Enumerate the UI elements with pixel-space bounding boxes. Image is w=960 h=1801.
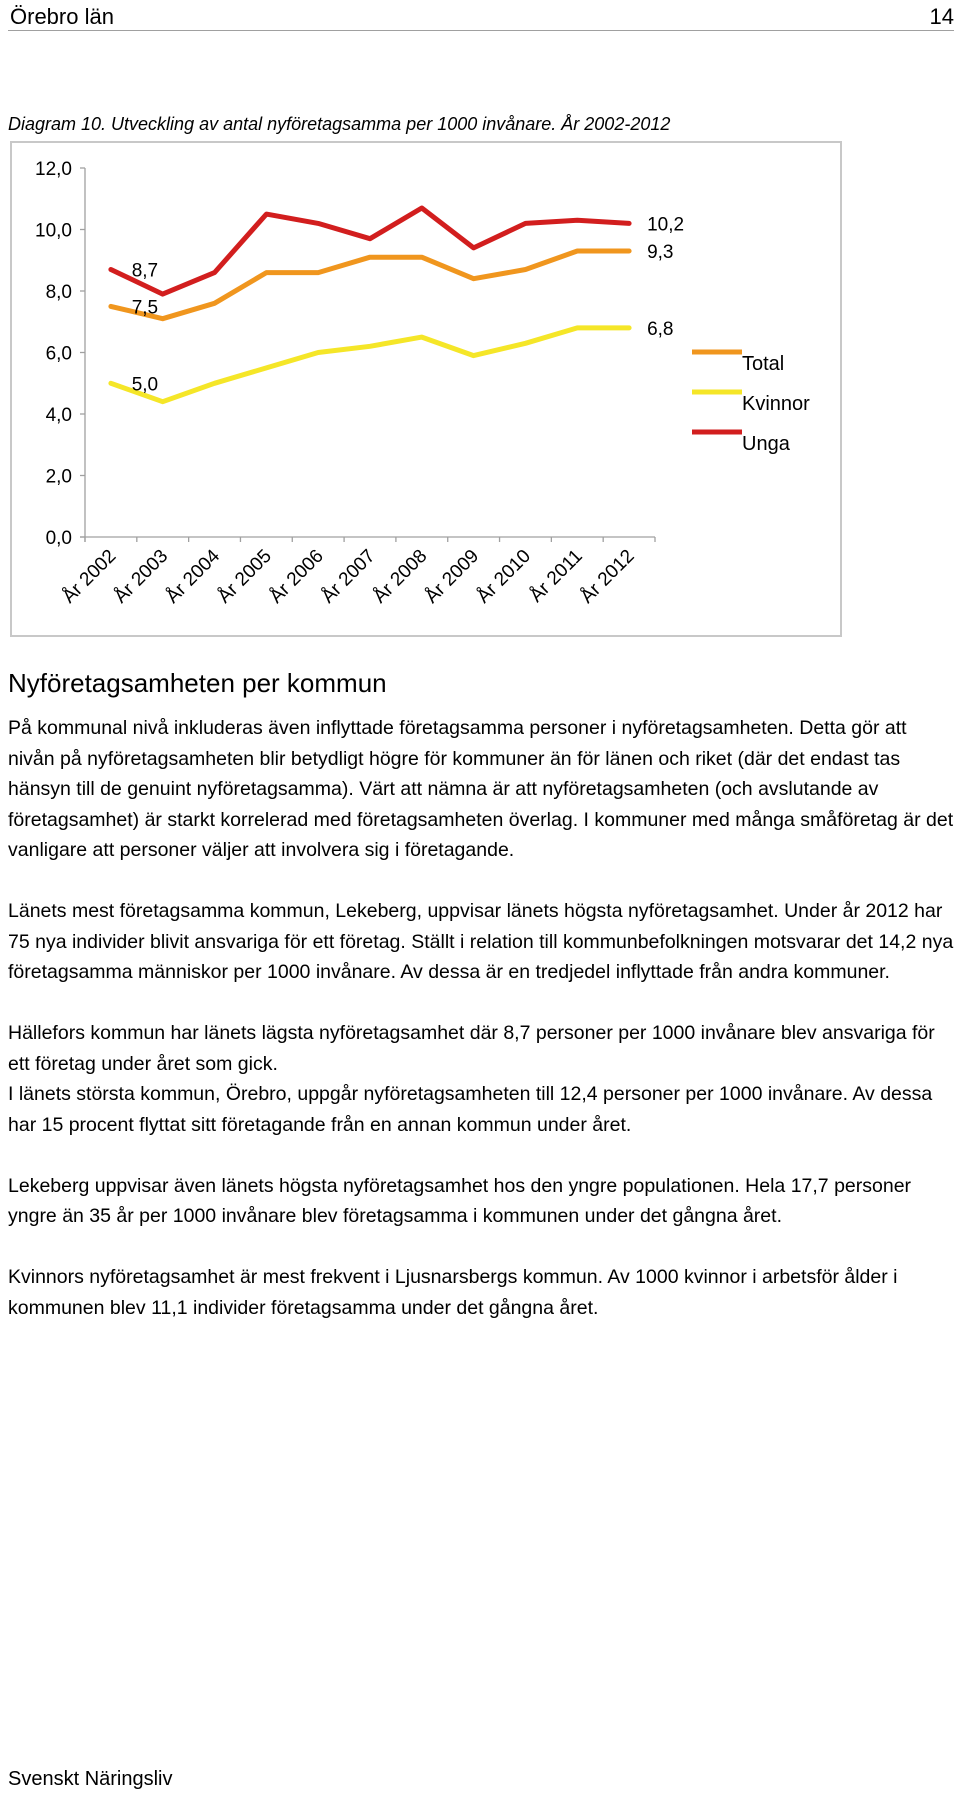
chart-caption: Diagram 10. Utveckling av antal nyföretagsamma per 1000 invånare. År 2002-2012 [8,114,671,134]
x-tick-label: År 2010 [473,545,535,608]
y-tick-label: 10,0 [35,220,72,242]
x-tick-label: År 2006 [265,545,328,608]
x-tick-label: År 2007 [317,545,380,608]
legend-label-kvinnor: Kvinnor [742,393,810,415]
y-tick-label: 12,0 [35,159,72,180]
x-tick-label: År 2005 [213,545,276,608]
y-tick-label: 4,0 [45,405,72,426]
paragraph: På kommunal nivå inkluderas även inflyttade företagsamma personer i nyföretagsamheten. Detta gör att nivån på nyföretagsamheten blir betydligt högre för kommuner än för länen och riket (där det endast tas hänsyn till de genuint nyföretagsamma). Värt att nämna är att nyföretagsamheten (och avslutande av företagsamhet) är starkt korrelerad med företagsamheten överlag. I kommuner med många småföretag är det vanligare att personer väljer att involvera sig i företagande. [8,717,954,861]
x-tick-label: År 2003 [110,545,173,608]
paragraph: I länets största kommun, Örebro, uppgår nyföretagsamheten till 12,4 personer per 1000 invånare. Av dessa har 15 procent flyttat sitt företagande från en annan kommun under året. [8,1083,933,1136]
y-tick-label: 2,0 [45,466,72,488]
page-header [8,0,954,31]
body-text [8,713,954,1354]
series-line-unga [111,208,629,294]
x-tick-label: År 2011 [525,545,587,607]
x-tick-label: År 2004 [162,545,225,608]
paragraph: Kvinnors nyföretagsamhet är mest frekvent i Ljusnarsbergs kommun. Av 1000 kvinnor i arbetsför ålder i kommunen blev 11,1 individer företagsamma under det gångna året. [8,1266,898,1319]
section-title: Nyföretagsamheten per kommun [8,668,387,698]
x-tick-label: År 2009 [421,545,484,608]
y-tick-label: 6,0 [45,343,72,365]
line-chart [12,143,840,635]
y-tick-label: 0,0 [45,528,72,549]
series-line-kvinnor [111,328,629,402]
x-tick-label: År 2012 [576,545,639,608]
paragraph: Länets mest företagsamma kommun, Lekeberg, uppvisar länets högsta nyföretagsamhet. Under år 2012 har 75 nya individer blivit ansvariga för ett företag. Ställt i relation till kommunbefolkningen motsvarar det 14,2 nya företagsamma människor per 1000 invånare. Av dessa är en tredjedel inflyttade från andra kommuner. [8,900,954,983]
paragraph: Hällefors kommun har länets lägsta nyföretagsamhet där 8,7 personer per 1000 invånare blev ansvariga för ett företag under året som gick. [8,1022,935,1075]
page-footer: Svenskt Näringsliv [8,1768,173,1790]
x-tick-label: År 2008 [369,545,432,608]
y-tick-label: 8,0 [45,282,72,303]
legend-label-unga: Unga [742,433,790,455]
data-label: 8,7 [131,260,159,282]
data-label: 6,8 [647,318,674,340]
legend-label-total: Total [742,353,785,375]
data-label: 10,2 [647,214,685,236]
chart-frame [10,141,842,637]
paragraph: Lekeberg uppvisar även länets högsta nyföretagsamhet hos den yngre populationen. Hela 17,7 personer yngre än 35 år per 1000 invånare blev företagsamma i kommunen under det gångna året. [8,1174,912,1227]
header-title: Örebro län [10,4,114,29]
page-number: 14 [929,4,954,29]
x-tick-label: År 2002 [58,545,121,608]
data-label: 7,5 [131,297,159,319]
data-label: 9,3 [647,242,674,264]
data-label: 5,0 [131,374,159,396]
